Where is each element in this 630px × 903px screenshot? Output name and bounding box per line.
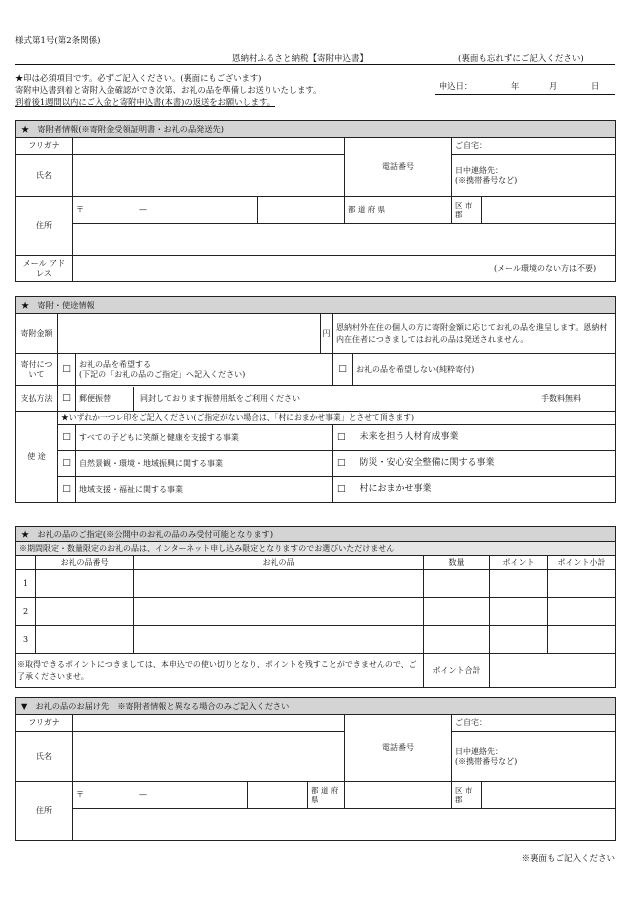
donor-email-label: メール アドレス	[16, 256, 73, 282]
required-note: ★印は必須項目です。必ずご記入ください。(裏面にもございます)	[15, 73, 262, 83]
gift-row	[16, 598, 616, 626]
postal-mark: 〒	[76, 205, 84, 214]
yen-label: 円	[321, 314, 333, 354]
donor-section-title: ★ 寄附者情報(※寄附金受領証明書・お礼の品発送先)	[16, 121, 616, 138]
delivery-city-label: 区 市 郡	[452, 782, 482, 809]
postal-dash: —	[139, 790, 147, 799]
gift-qty-field[interactable]	[424, 570, 490, 598]
delivery-prefecture-field[interactable]	[248, 782, 308, 809]
delivery-pref-label: 都 道 府 県	[308, 782, 345, 809]
delivery-name-field[interactable]	[73, 732, 345, 782]
gift-qty-header: 数量	[424, 556, 490, 570]
donor-furigana-label: フリガナ	[16, 138, 73, 155]
daytime-phone-label: 日中連絡先：	[455, 746, 503, 756]
purpose-5-label: 地域支援・福祉に関する事業	[76, 477, 333, 503]
delivery-section-title: ▼ お礼の品のお届け先 ※寄附者情報と異なる場合のみご記入ください	[16, 698, 616, 715]
gift-section-title: ★ お礼の品のご指定(※公開中のお礼の品のみ受付可能となります)	[16, 527, 616, 542]
gift-subtotal-field[interactable]	[548, 598, 616, 626]
purpose-label: 使 途	[16, 412, 58, 503]
donor-pref-label: 都 道 府 県	[345, 197, 452, 224]
purpose-6-checkbox[interactable]: □ 村におまかせ事業	[333, 477, 616, 503]
delivery-furigana-label: フリガナ	[16, 715, 73, 732]
gift-row-number: 3	[16, 626, 36, 654]
usage-info-table	[15, 296, 616, 503]
gift-point-field[interactable]	[490, 598, 548, 626]
gift-number-header: お礼の品番号	[36, 556, 134, 570]
delivery-city-field[interactable]	[482, 782, 616, 809]
mobile-note: (※携帯番号など)	[455, 175, 518, 185]
payment-label: 支払方法	[16, 386, 58, 412]
date-month[interactable]: 月	[549, 81, 558, 91]
gift-qty-field[interactable]	[424, 598, 490, 626]
purpose-note: ★いずれか一つレ印をご記入ください(ご指定がない場合は、「村におまかせ事業」とさせて頂きます)	[58, 412, 616, 425]
donor-phone-label: 電話番号	[345, 138, 452, 197]
mobile-note: (※携帯番号など)	[455, 756, 518, 766]
amount-label: 寄附金額	[16, 314, 58, 354]
donor-postal-field[interactable]	[73, 197, 258, 224]
delivery-info-table	[15, 697, 616, 841]
no-gift-label: お礼の品を希望しない(純粋寄付)	[353, 354, 616, 386]
purpose-1-label: すべての子どもに笑顔と健康を支援する事業	[76, 425, 333, 451]
form-title: 恩納村ふるさと納税【寄附申込書】	[232, 54, 369, 64]
gift-no-header-spacer	[16, 556, 36, 570]
gift-limit-note: ※期間限定・数量限定のお礼の品は、インターネット申し込み限定となりますのでお選びいただけません	[16, 542, 616, 556]
amount-field[interactable]	[58, 314, 321, 354]
postal-transfer-label: 郵便振替	[76, 387, 134, 411]
purpose-2-label: 未来を担う人材育成事業	[359, 431, 459, 442]
donor-home-phone-field[interactable]	[452, 138, 616, 155]
wish-gift-note: (下記の「お礼の品のご指定」へ記入ください)	[79, 369, 246, 379]
donor-city-label: 区 市 郡	[452, 197, 482, 224]
date-year[interactable]: 年	[511, 81, 520, 91]
gift-number-field[interactable]	[36, 626, 134, 654]
donor-city-field[interactable]	[482, 197, 616, 224]
purpose-3-label: 自然景観・環境・地域振興に関する事業	[76, 451, 333, 477]
date-day[interactable]: 日	[591, 81, 600, 91]
amount-note: 恩納村外在住の個人の方に寄附金額に応じてお礼の品を進呈します。恩納村内在住者につきましてはお礼の品は発送されません。	[333, 314, 616, 354]
purpose-4-checkbox[interactable]: □ 防災・安心安全整備に関する事業	[333, 451, 616, 477]
usage-section-title: ★ 寄附・使途情報	[16, 297, 616, 314]
gift-row	[16, 626, 616, 654]
deadline-note	[15, 96, 275, 108]
gift-point-header: ポイント	[490, 556, 548, 570]
donor-name-label: 氏名	[16, 155, 73, 197]
application-date	[435, 80, 615, 95]
purpose-6-label: 村におまかせ事業	[359, 483, 432, 494]
title-rule	[15, 64, 615, 65]
gift-item-field[interactable]	[134, 598, 424, 626]
postal-transfer-checkbox[interactable]: □	[58, 386, 76, 412]
delivery-name-label: 氏名	[16, 732, 73, 782]
gift-qty-field[interactable]	[424, 626, 490, 654]
home-phone-label: ご自宅：	[455, 141, 487, 150]
gift-point-field[interactable]	[490, 570, 548, 598]
purpose-1-checkbox[interactable]: □	[58, 425, 76, 451]
gift-subtotal-header: ポイント小計	[548, 556, 616, 570]
donor-email-field[interactable]	[73, 256, 616, 282]
shipping-note: 寄附申込書到着と寄附入金確認ができ次第、お礼の品を準備しお送りいたします。	[15, 85, 322, 95]
email-note: (メール環境のない方は不要)	[494, 263, 597, 273]
date-label: 申込日：	[439, 81, 473, 91]
points-note: ※取得できるポイントにつきましては、本申込での使い切りとなり、ポイントを残すことができませんので、ご了承くださいませ。	[16, 654, 424, 688]
transfer-note: 同封しております振替用紙をご利用ください	[140, 393, 300, 403]
donor-address-label: 住所	[16, 197, 73, 256]
points-total-label: ポイント合計	[424, 654, 490, 688]
delivery-pref-field[interactable]	[345, 782, 452, 809]
donor-daytime-phone-field[interactable]	[452, 155, 616, 197]
donor-furigana-field[interactable]	[73, 138, 345, 155]
gift-item-header: お礼の品	[134, 556, 424, 570]
gift-row	[16, 570, 616, 598]
gift-row-number: 2	[16, 598, 36, 626]
wish-gift-checkbox[interactable]: □	[58, 354, 76, 386]
gift-selection-table	[15, 526, 616, 688]
wish-gift-label: お礼の品を希望する	[79, 359, 151, 369]
delivery-address-field[interactable]	[73, 809, 616, 841]
gift-item-field[interactable]	[134, 570, 424, 598]
fee-free-label: 手数料無料	[541, 393, 582, 403]
purpose-4-label: 防災・安心安全整備に関する事業	[359, 457, 495, 468]
gift-item-field[interactable]	[134, 626, 424, 654]
delivery-home-phone-field[interactable]	[452, 715, 616, 732]
gift-subtotal-field[interactable]	[548, 570, 616, 598]
delivery-furigana-field[interactable]	[73, 715, 345, 732]
donor-address-field[interactable]	[73, 224, 616, 256]
gift-number-field[interactable]	[36, 598, 134, 626]
purpose-5-checkbox[interactable]: □	[58, 477, 76, 503]
purpose-2-checkbox[interactable]: □ 未来を担う人材育成事業	[333, 425, 616, 451]
home-phone-label: ご自宅：	[455, 718, 487, 727]
daytime-phone-label: 日中連絡先：	[455, 165, 503, 175]
delivery-daytime-phone-field[interactable]	[452, 732, 616, 782]
no-gift-checkbox[interactable]: □	[333, 354, 353, 386]
payment-option	[76, 386, 616, 412]
form-number: 様式第1号(第2条関係)	[15, 36, 101, 46]
gift-subtotal-field[interactable]	[548, 626, 616, 654]
delivery-address-label: 住所	[16, 782, 73, 841]
deadline-note-text: 到着後1週間以内にご入金と寄附申込書(本書)の返送をお願いします。	[15, 97, 275, 107]
points-total-field[interactable]	[490, 654, 616, 688]
footer-back-note: ※裏面もご記入ください	[521, 854, 615, 864]
back-side-note: (裏面も忘れずにご記入ください)	[458, 54, 584, 64]
purpose-3-checkbox[interactable]: □	[58, 451, 76, 477]
postal-mark: 〒	[76, 790, 84, 799]
wish-gift-option	[76, 354, 333, 386]
gift-number-field[interactable]	[36, 570, 134, 598]
donor-name-field[interactable]	[73, 155, 345, 197]
donor-info-table	[15, 120, 616, 282]
gift-point-field[interactable]	[490, 626, 548, 654]
donor-prefecture-field[interactable]	[258, 197, 345, 224]
delivery-phone-label: 電話番号	[345, 715, 452, 782]
delivery-postal-field[interactable]	[73, 782, 248, 809]
gift-row-number: 1	[16, 570, 36, 598]
donation-type-label: 寄付について	[16, 354, 58, 386]
postal-dash: —	[139, 205, 147, 214]
